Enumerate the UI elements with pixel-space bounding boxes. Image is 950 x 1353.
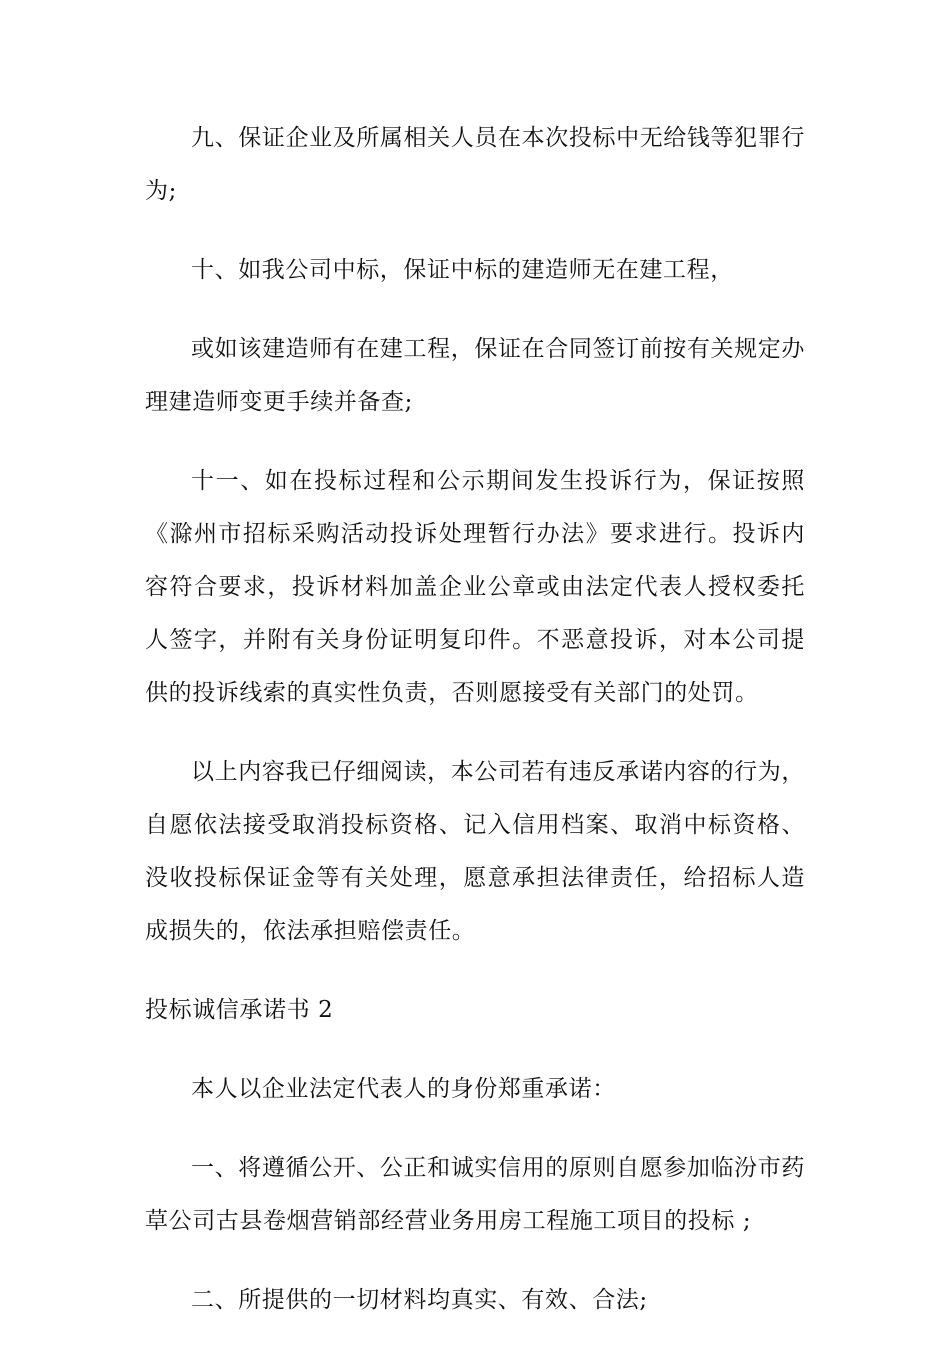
- paragraph-item-11: 十一、如在投标过程和公示期间发生投诉行为，保证按照《滁州市招标采购活动投诉处理暂行办法》要求进行。投诉内容符合要求，投诉材料加盖企业公章或由法定代表人授权委托人签字，并附有关身份证明复印件。不恶意投诉，对本公司提供的投诉线索的真实性负责，否则愿接受有关部门的处罚。: [145, 468, 805, 706]
- paragraph-item-10: 十、如我公司中标，保证中标的建造师无在建工程，: [191, 257, 734, 283]
- section-heading: 投标诚信承诺书 2: [145, 997, 334, 1023]
- paragraph-item-9: 九、保证企业及所属相关人员在本次投标中无给钱等犯罪行为;: [145, 125, 805, 204]
- paragraph-item-2: 二、所提供的一切材料均真实、有效、合法;: [191, 1287, 648, 1313]
- paragraph-item-1: 一、将遵循公开、公正和诚实信用的原则自愿参加临汾市药草公司古县卷烟营销部经营业务用房工程施工项目的投标 ;: [145, 1155, 805, 1234]
- document-body: [145, 112, 805, 1353]
- paragraph-intro: 本人以企业法定代表人的身份郑重承诺：: [191, 1076, 616, 1102]
- paragraph-closing-statement: 以上内容我已仔细阅读，本公司若有违反承诺内容的行为，自愿依法接受取消投标资格、记入信用档案、取消中标资格、没收投标保证金等有关处理，愿意承担法律责任，给招标人造成损失的，依法承担赔偿责任。: [145, 759, 805, 944]
- paragraph-item-10-continued: 或如该建造师有在建工程，保证在合同签订前按有关规定办理建造师变更手续并备查;: [145, 336, 805, 415]
